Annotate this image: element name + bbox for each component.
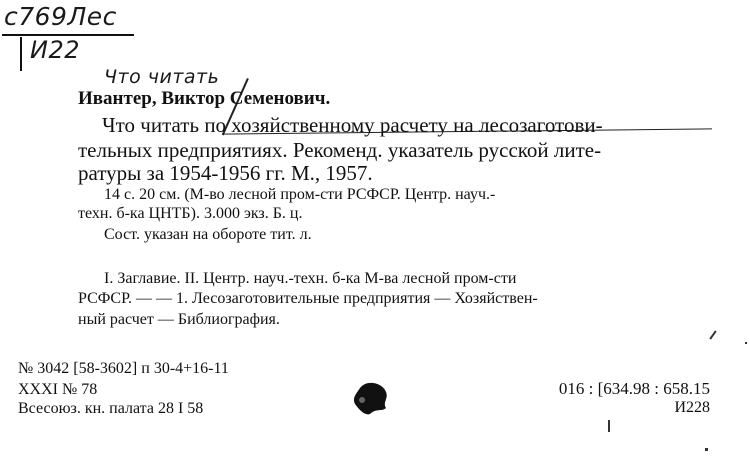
call-number-bracket [20,37,22,71]
speck-mark [709,330,716,339]
compiler-note: Сост. указан на обороте тит. л. [104,226,312,243]
author-heading: Ивантер, Виктор Семенович. [78,88,331,109]
speck-mark [745,342,747,344]
udc-classification: 016 : [634.98 : 658.15 [558,379,710,398]
cutter-number: И228 [674,399,710,416]
collation-line-1: 14 с. 20 см. (М-во лесной пром-сти РСФСР. Центр. науч.- [104,186,496,203]
card-number: № 3042 [58-3602] п 30-4+16-11 [18,360,229,377]
tracing-line-1: I. Заглавие. II. Центр. науч.-техн. б-ка М-ва лесной пром-сти [104,270,517,287]
title-line-3: ратуры за 1954-1956 гг. М., 1957. [78,161,373,185]
tracing-line-3: ный расчет — Библиография. [78,311,280,328]
title-line-2: тельных предприятиях. Рекоменд. указатель русской лите- [78,138,602,162]
ink-blot [352,378,392,418]
speck-mark [705,448,708,451]
tracing-line-2: РСФСР. — — 1. Лесозаготовительные предприятия — Хозяйствен- [78,290,538,307]
handwritten-short-title: Что читать [104,66,220,88]
collation-line-2: техн. б-ка ЦНТБ). 3.000 экз. Б. ц. [78,205,303,222]
speck-mark [608,420,610,432]
handwritten-shelf-mark: И22 [30,36,80,64]
title-line-1: Что читать по хозяйственному расчету на лесозаготови- [102,113,603,137]
volume-number: XXXI № 78 [18,381,98,398]
book-chamber-stamp: Всесоюз. кн. палата 28 I 58 [18,400,204,417]
handwritten-call-number: c769Лес [4,2,117,31]
